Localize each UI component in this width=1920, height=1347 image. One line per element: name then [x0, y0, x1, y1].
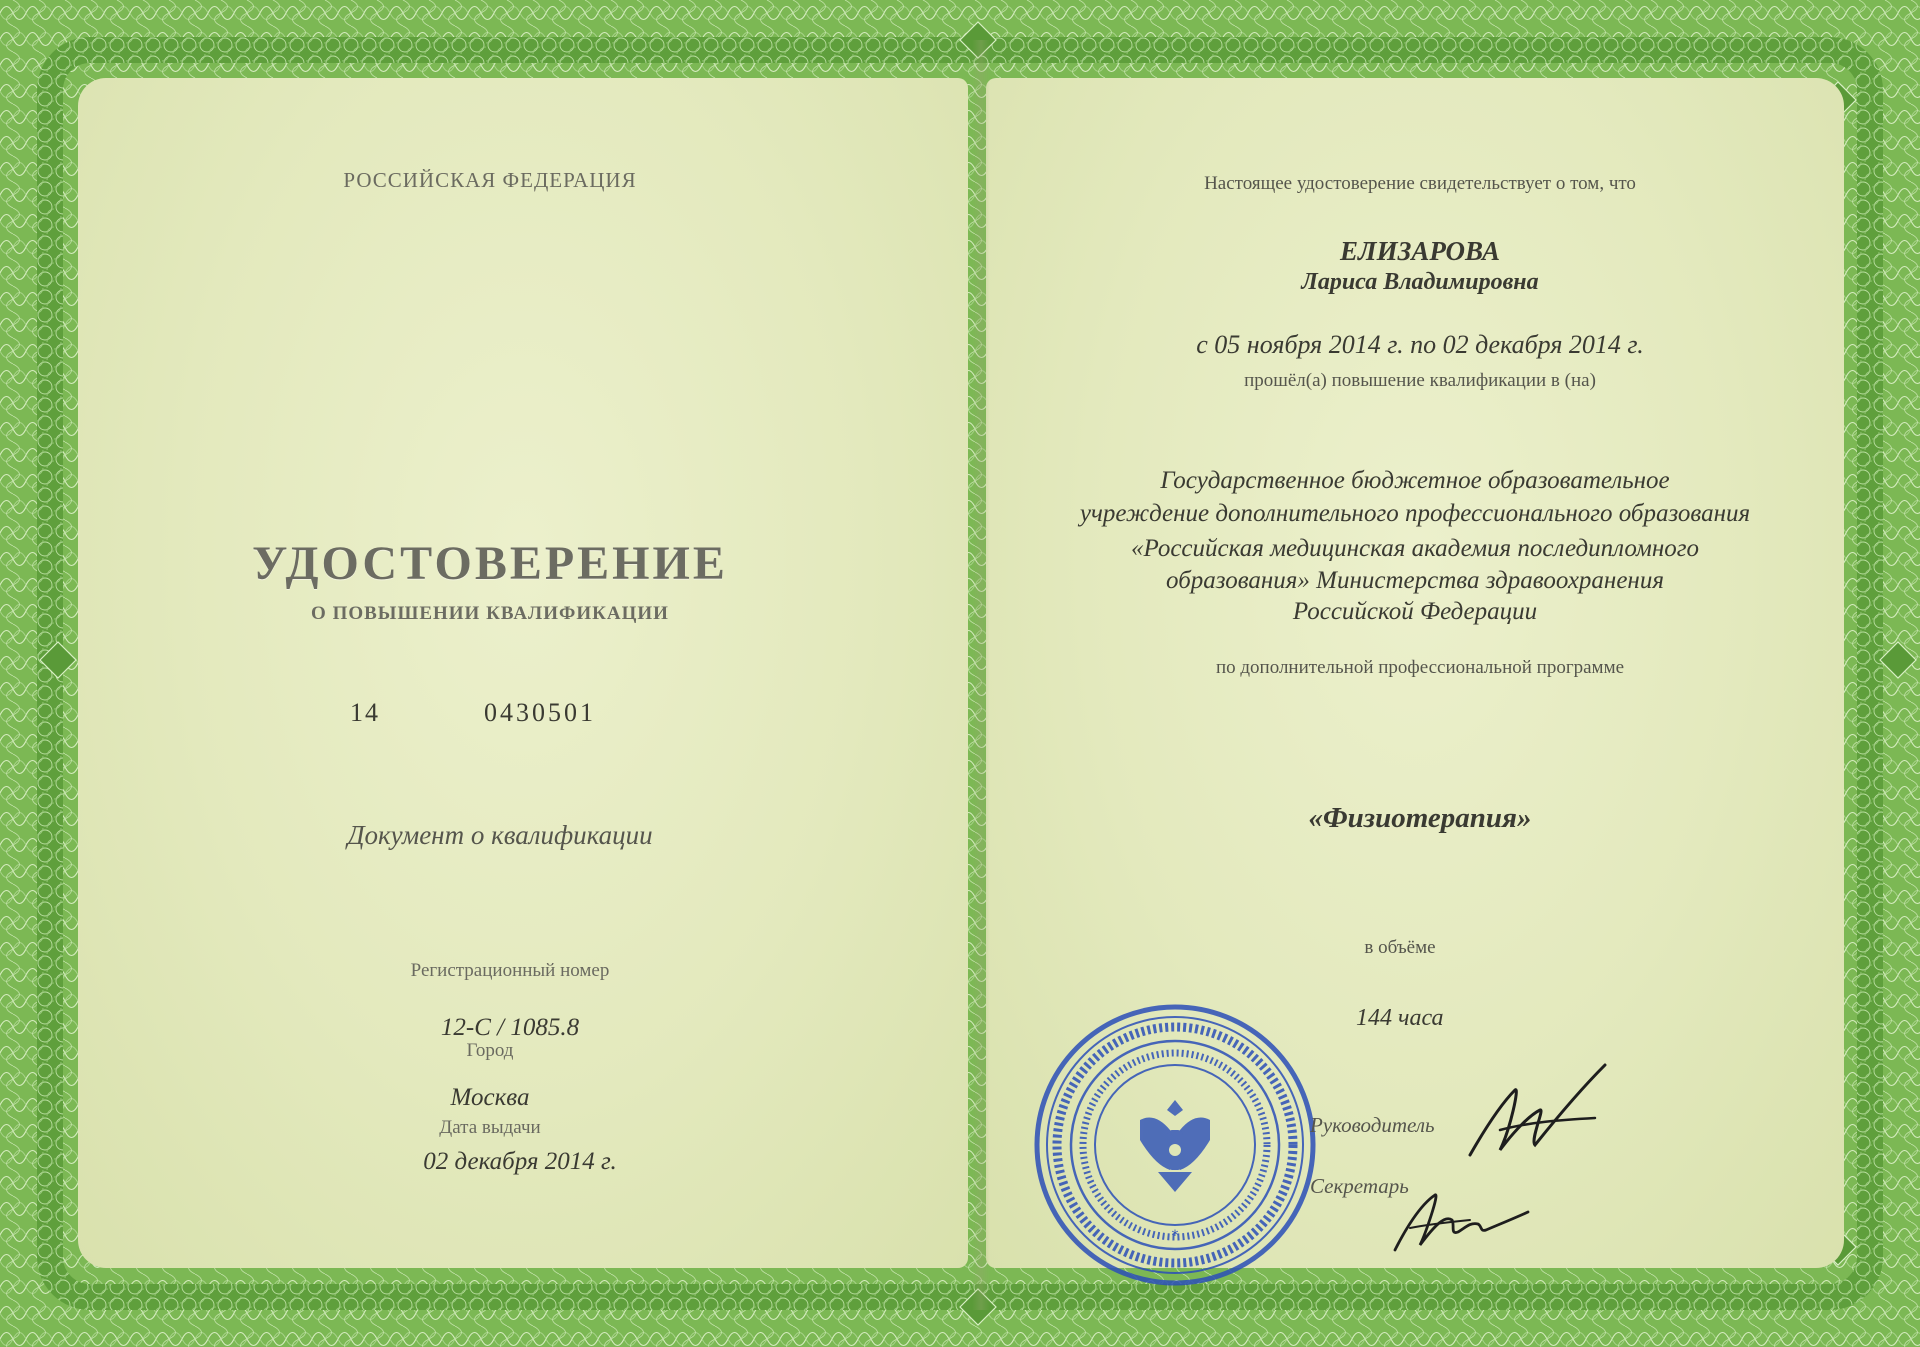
issue-date-value: 02 декабря 2014 г.	[423, 1148, 617, 1175]
official-stamp-icon	[1030, 1000, 1320, 1290]
issue-date-label: Дата выдачи	[439, 1117, 541, 1138]
volume-label: в объёме	[1364, 937, 1436, 958]
institution-line: Государственное бюджетное образовательное	[1160, 467, 1670, 494]
training-period: с 05 ноября 2014 г. по 02 декабря 2014 г.	[1196, 330, 1644, 359]
secretary-signature-icon	[1390, 1180, 1530, 1260]
secretary-signature-label: Секретарь	[1310, 1174, 1409, 1198]
holder-given-names: Лариса Владимировна	[1301, 269, 1539, 295]
passed-text: прошёл(а) повышение квалификации в (на)	[1244, 370, 1596, 391]
institution-line: учреждение дополнительного профессионального образования	[1079, 500, 1751, 527]
program-label: по дополнительной профессиональной программе	[1215, 657, 1625, 678]
institution-line: образования» Министерства здравоохранения	[1166, 567, 1664, 594]
document-title: УДОСТОВЕРЕНИЕ	[252, 537, 728, 590]
document-number: 0430501	[484, 698, 596, 727]
registration-label: Регистрационный номер	[410, 960, 610, 981]
intro-text: Настоящее удостоверение свидетельствует о том, что	[1204, 173, 1636, 194]
document-series: 14	[350, 698, 380, 727]
document-type: Документ о квалификации	[347, 820, 653, 850]
program-name: «Физиотерапия»	[1308, 802, 1532, 834]
volume-value: 144 часа	[1356, 1005, 1444, 1031]
city-label: Город	[466, 1040, 514, 1061]
holder-surname: ЕЛИЗАРОВА	[1340, 236, 1500, 266]
institution-line: Российской Федерации	[1292, 598, 1538, 625]
city-value: Москва	[450, 1084, 530, 1111]
head-signature-label: Руководитель	[1310, 1113, 1435, 1137]
institution-line: «Российская медицинская академия последипломного	[1130, 535, 1700, 562]
head-signature-icon	[1460, 1060, 1610, 1170]
document-subtitle: О ПОВЫШЕНИИ КВАЛИФИКАЦИИ	[311, 603, 669, 624]
country-heading: РОССИЙСКАЯ ФЕДЕРАЦИЯ	[343, 168, 637, 192]
svg-text:*: *	[1171, 1228, 1179, 1244]
registration-number: 12-С / 1085.8	[440, 1014, 580, 1041]
page-fold	[972, 40, 990, 1310]
